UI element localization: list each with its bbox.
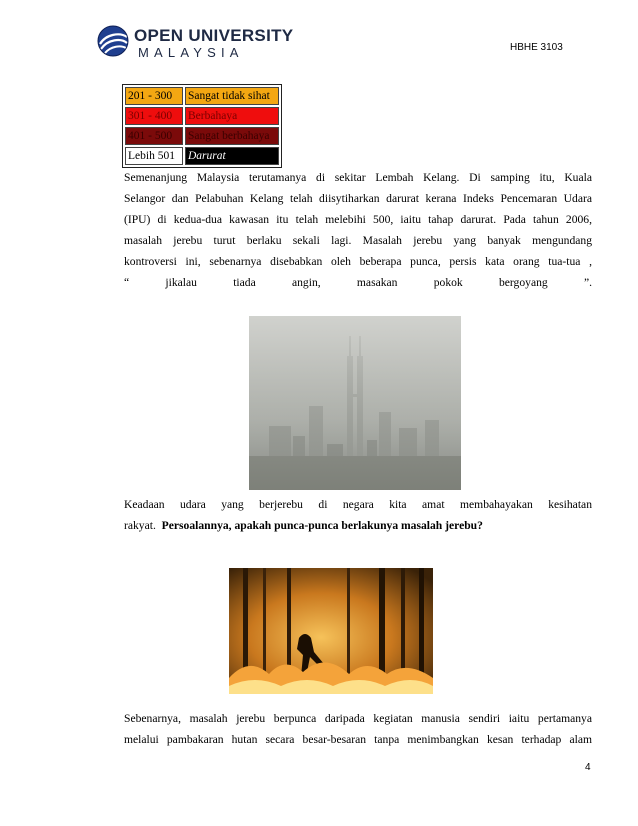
paragraph-haze-intro (124, 167, 592, 293)
table-row (125, 147, 279, 165)
text-line: Sebenarnya, masalah jerebu berpunca daripada kegiatan manusia sendiri iaitu pertamanya (124, 712, 592, 725)
ipu-range: 201 - 300 (125, 87, 183, 105)
course-code: HBHE 3103 (510, 42, 563, 53)
forest-fire-photo (229, 568, 433, 694)
ipu-status: Darurat (185, 147, 279, 165)
ipu-status: Sangat tidak sihat (185, 87, 279, 105)
logo-text-line2: MALAYSIA (138, 45, 244, 60)
paragraph-cause (124, 708, 592, 750)
ipu-range: 301 - 400 (125, 107, 183, 125)
oum-logo (96, 24, 294, 64)
key-question: Persoalannya, apakah punca-punca berlakunya masalah jerebu? (161, 519, 483, 532)
text-line-with-question (124, 515, 592, 536)
ipu-status: Sangat berbahaya (185, 127, 279, 145)
oum-globe-icon (96, 24, 130, 58)
text-line: melalui pambakaran hutan secara besar-besaran tanpa menimbangkan kesan terhadap alam (124, 733, 592, 746)
table-row (125, 107, 279, 125)
logo-text-line1: OPEN UNIVERSITY (134, 26, 294, 45)
text-line: (IPU) di kedua-dua kawasan itu telah melebihi 500, iaitu tahap darurat. Pada tahun 2006, (124, 213, 592, 226)
text-line: Keadaan udara yang berjerebu di negara kita amat membahayakan kesihatan (124, 498, 592, 511)
text-lead: rakyat. (124, 519, 156, 532)
text-line: “ jikalau tiada angin, masakan pokok bergoyang ”. (124, 276, 592, 289)
haze-city-photo (249, 316, 461, 490)
text-line: masalah jerebu turut berlaku sekali lagi. Masalah jerebu yang banyak mengundang (124, 234, 592, 247)
ipu-range: 401 - 500 (125, 127, 183, 145)
text-line: Semenanjung Malaysia terutamanya di sekitar Lembah Kelang. Di samping itu, Kuala (124, 171, 592, 184)
table-row (125, 127, 279, 145)
paragraph-health-question (124, 494, 592, 536)
table-row (125, 87, 279, 105)
ipu-status: Berbahaya (185, 107, 279, 125)
text-line: Selangor dan Pelabuhan Kelang telah diisytiharkan darurat kerana Indeks Pencemaran Udara (124, 192, 592, 205)
page-number: 4 (585, 762, 591, 773)
ipu-status-table (122, 84, 282, 168)
ipu-range: Lebih 501 (125, 147, 183, 165)
text-line: kontroversi ini, sebenarnya disebabkan oleh beberapa punca, persis kata orang tua-tua , (124, 255, 592, 268)
